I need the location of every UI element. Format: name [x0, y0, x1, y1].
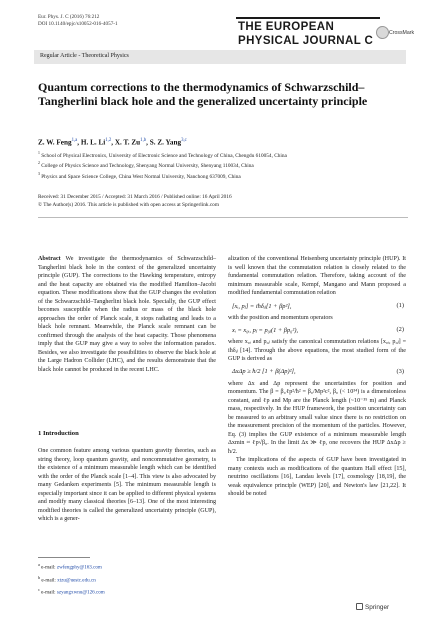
article-category-bar [34, 50, 406, 64]
email-link[interactable]: xtzu@uestc.edu.cn [57, 577, 96, 584]
equation-3 [228, 364, 406, 380]
crossmark-icon [376, 26, 389, 39]
abstract-text: We investigate the thermodynamics of Schwarzschild–Tangherlini black hole in the context of the generalized uncertainty principle (GUP). The corrections to the Hawking temperature, entropy and the heat capacity are obtained via the modified Hamilton–Jacobi equation. These modifications show that the GUP changes the evolution of the Schwarzschild–Tangherlini black hole. Specially, the GUP effect becomes susceptible when the radius or mass of the black hole approaches the order of Planck scale, it stops radiating and leads to a black hole remnant. Meanwhile, the Planck scale remnant can be confirmed through the analysis of the heat capacity. Those phenomena imply that the GUP may give a way to solve the information paradox. Besides, we also investigate the possibilities to observe the black hole at the Large Hadron Collider (LHC), and the results demonstrate that the black hole cannot be produced in the recent LHC. [38, 256, 216, 373]
body-paragraph: with the position and momentum operators [228, 314, 333, 321]
journal-logo-line1: THE EUROPEAN [238, 21, 335, 33]
abstract [38, 255, 216, 374]
article-category: Regular Article - Theoretical Physics [40, 53, 129, 59]
header-separator [38, 217, 408, 218]
article-title: Quantum corrections to the thermodynamics of Schwarzschild–Tangherlini black hole and the generalized uncertainty principle [38, 80, 368, 108]
logo-rule [236, 17, 380, 19]
body-paragraph: where Δx and Δp represent the uncertainties for position and momentum. The β = β₀ℓp²/ħ² = β₀/Mp²c², β₀ (< 10³⁴) is a dimensionless constant, and ℓp and Mp are the Planck length (~10⁻³⁵ m) and Planck mass, respectively. In the HUP framework, the position uncertainty can be measured to an arbitrary small value since there is no restriction on the measurement precision of the momentum of the particles. However, Eq. (3) implies the GUP existence of a minimum measurable length Δxmin ≈ ℓp√β₀. In the limit Δx ≫ ℓp, one recovers the HUP ΔxΔp ≥ ħ/2. [228, 380, 406, 455]
author-affiliation-mark[interactable]: 1,2 [105, 138, 112, 143]
footnote-item: $^b$ e-mail: xtzu@uestc.edu.cn [38, 574, 96, 584]
affiliation-list [38, 150, 408, 181]
abstract-label: Abstract [38, 256, 61, 262]
equation-expression: [xᵢ, pⱼ] = iħδᵢⱼ[1 + βp²], [232, 302, 292, 310]
equation-number: (1) [396, 301, 404, 309]
author-name: S. Z. Yang [149, 138, 182, 147]
section-heading-introduction: 1 Introduction [38, 430, 79, 437]
publisher-name: Springer [365, 604, 390, 611]
introduction-text: One common feature among various quantum gravity theories, such as string theory, loop quantum gravity, and noncommutative geometry, is the existence of a minimum measurable length which can be identified with the order of the Planck scale [1–4]. This view is also advocated by many Gedanken experiments [5]. The minimum measurable length is especially important since it can be applied to different physical systems and modify many classical theories [6–13]. One of the most interesting modified theories is called the generalized uncertainty principle (GUP), which is a gener- [38, 448, 216, 522]
equation-number: (3) [396, 367, 404, 375]
equation-1 [228, 298, 406, 314]
footnote-item: $^a$ e-mail: zwfengphy@163.com [38, 562, 102, 571]
footnote-rule [38, 557, 90, 558]
affiliation-item: $^1$ School of Physical Electronics, University of Electronic Science and Technology of China, Chengdu 610054, China [38, 151, 287, 159]
crossmark-label: CrossMark [389, 30, 415, 36]
journal-logo-line2: PHYSICAL JOURNAL C [238, 35, 374, 47]
equation-2 [228, 322, 406, 338]
publisher-mark [356, 603, 389, 611]
email-link[interactable]: zwfengphy@163.com [56, 564, 102, 571]
footnote-item: $^c$ e-mail: szyangxwnu@126.com [38, 587, 105, 597]
equation-expression: xᵢ = x₀ᵢ, pⱼ = p₀ⱼ(1 + βp₀²), [232, 327, 299, 334]
author-name: Z. W. Feng [38, 138, 72, 147]
received-accepted-published: Received: 31 December 2015 / Accepted: 31 March 2016 / Published online: 16 April 2016 [38, 194, 232, 200]
equation-number: (2) [396, 326, 404, 333]
springer-horse-icon [356, 603, 363, 610]
author-name: X. T. Zu [114, 138, 141, 147]
footnotes [38, 560, 216, 598]
affiliation-item: $^3$ Physics and Space Science College, China West Normal University, Nanchong 637009, China [38, 171, 241, 180]
author-affiliation-mark[interactable]: 1,b [140, 138, 147, 143]
journal-citation: Eur. Phys. J. C (2016) 76:212 [38, 14, 100, 20]
left-column [38, 255, 216, 374]
author-name: H. L. Li [80, 138, 106, 147]
right-column [228, 255, 406, 499]
crossmark-badge[interactable] [376, 26, 415, 48]
publication-dates [38, 194, 408, 209]
body-paragraph: alization of the conventional Heisenberg uncertainty principle (HUP). It is well known that the commutation relation is closely related to the fundamental commutation relation. Therefore, taking account of the minimum measurable scale, Kempf, Mangano and Mann proposed a modified fundamental commutation relation [228, 256, 406, 296]
author-affiliation-mark[interactable]: 3,c [181, 138, 187, 143]
journal-reference [38, 14, 118, 28]
body-paragraph: where x₀ᵢ and p₀ⱼ satisfy the canonical commutation relations [x₀ᵢ, p₀ⱼ] = iħδᵢⱼ [14]. Through the above equations, the most studied form of the GUP is derived as [228, 339, 406, 362]
journal-logo [236, 17, 380, 51]
author-list: Z. W. Feng$^{1,a}$, H. L. Li$^{1,2}$, X. T. Zu$^{1,b}$, S. Z. Yang$^{3,c}$ [38, 138, 187, 147]
email-link[interactable]: szyangxwnu@126.com [56, 590, 105, 597]
author-affiliation-mark[interactable]: 1,a [71, 138, 78, 143]
affiliation-item: $^2$ College of Physics Science and Technology, Shenyang Normal University, Shenyang 110034, China [38, 161, 254, 170]
body-paragraph: The implications of the aspects of GUP have been investigated in many contexts such as modifications of the quantum Hall effect [15], neutrino oscillations [16], Landau levels [17], cosmology [18,19], the weak equivalence principle (WEP) [20], and Newton's law [21,22]. It should be noted [228, 457, 406, 497]
license-line: © The Author(s) 2016. This article is published with open access at Springerlink.com [38, 201, 219, 208]
equation-expression: ΔxΔp ≥ ħ/2 [1 + β(Δp)²], [232, 367, 296, 375]
doi-link[interactable]: DOI 10.1140/epjc/s10052-016-4057-1 [38, 21, 118, 27]
